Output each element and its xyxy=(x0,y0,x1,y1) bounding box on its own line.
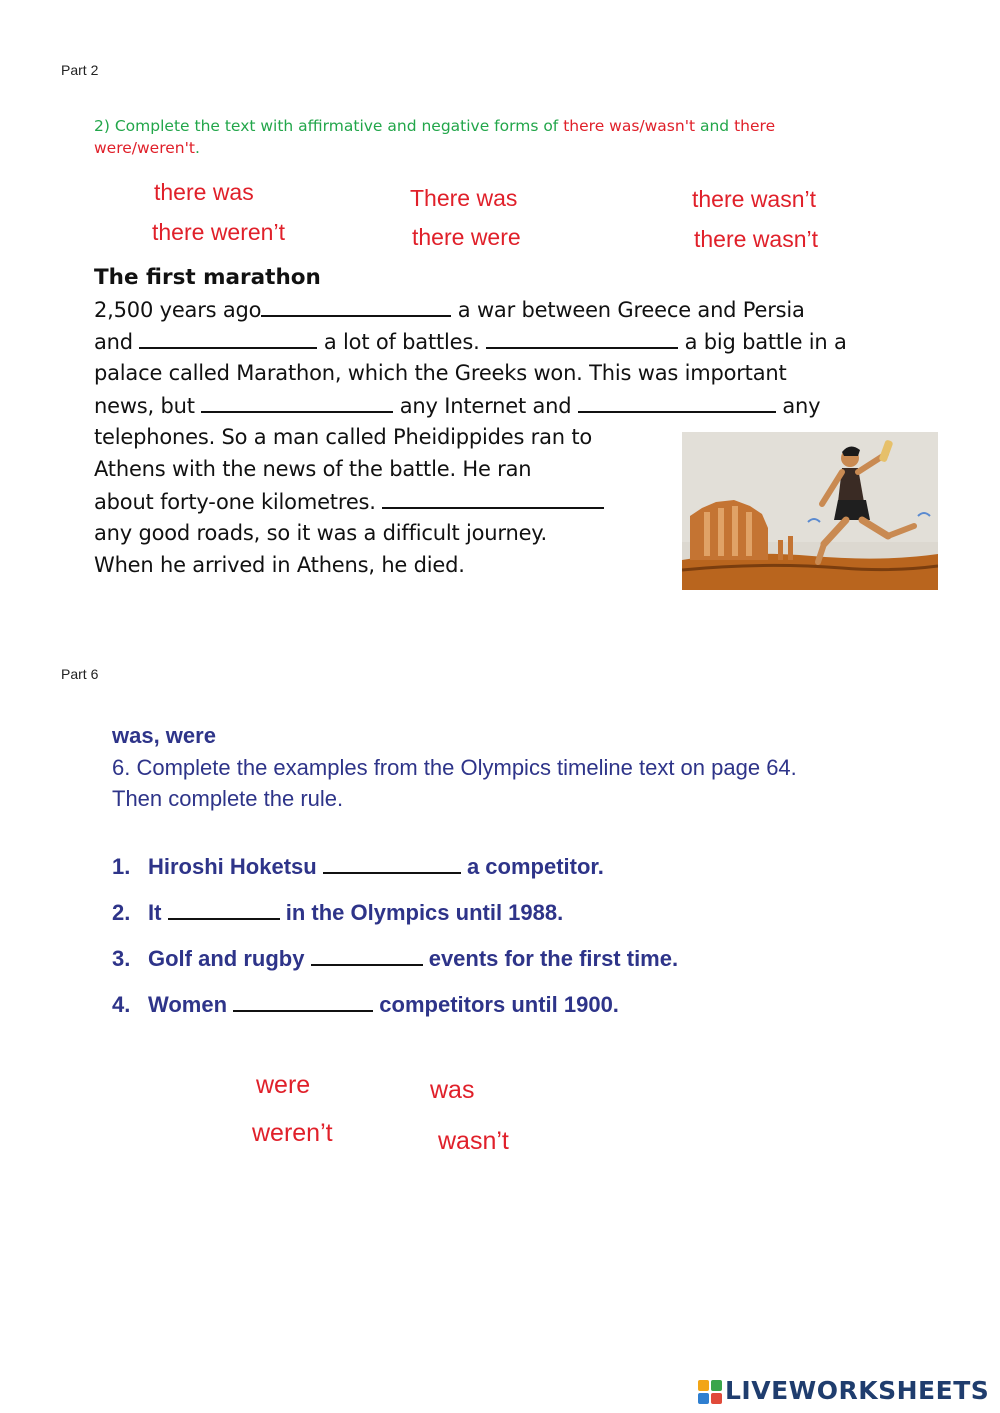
word-chip[interactable]: there wasn’t xyxy=(694,226,819,252)
passage-text: any Internet and xyxy=(399,394,572,418)
part2-instruction xyxy=(94,115,884,159)
passage-text: a war between Greece and Persia xyxy=(457,298,805,322)
answer-blank[interactable] xyxy=(233,990,373,1012)
answer-blank[interactable] xyxy=(486,329,678,349)
question-number: 2. xyxy=(112,900,131,925)
question-item xyxy=(112,852,604,880)
question-text: competitors until 1900. xyxy=(379,992,619,1017)
question-text: Women xyxy=(148,992,228,1017)
answer-blank[interactable] xyxy=(168,898,280,920)
word-chip[interactable]: there was xyxy=(154,179,254,205)
passage-line: When he arrived in Athens, he died. xyxy=(94,553,465,577)
passage-text: about forty-one kilometres. xyxy=(94,490,376,514)
part6-instruction-line1: 6. Complete the examples from the Olympics timeline text on page 64. xyxy=(112,755,797,780)
liveworksheets-logo[interactable] xyxy=(698,1376,989,1405)
instruction-keyword: were/weren't xyxy=(94,139,195,157)
instruction-period: . xyxy=(194,139,200,157)
runner-image xyxy=(682,432,938,590)
passage-line xyxy=(94,329,847,354)
instruction-keyword: there was/wasn't xyxy=(563,117,696,135)
passage-text: a lot of battles. xyxy=(323,330,480,354)
question-item xyxy=(112,990,619,1018)
question-text: events for the first time. xyxy=(428,946,679,971)
answer-blank[interactable] xyxy=(311,944,423,966)
passage-line xyxy=(94,393,820,418)
passage-line: palace called Marathon, which the Greeks won. This was important xyxy=(94,361,787,385)
passage-text: and xyxy=(94,330,133,354)
answer-blank[interactable] xyxy=(139,329,317,349)
passage-line: telephones. So a man called Pheidippides ran to xyxy=(94,425,593,449)
passage-text: news, but xyxy=(94,394,195,418)
instruction-number: 2) xyxy=(94,117,110,135)
question-number: 1. xyxy=(112,854,131,879)
question-number: 3. xyxy=(112,946,131,971)
passage-text: a big battle in a xyxy=(684,330,847,354)
part2-label: Part 2 xyxy=(61,62,99,78)
passage-text: any xyxy=(782,394,821,418)
word-chip[interactable]: There was xyxy=(410,185,518,211)
question-text: a competitor. xyxy=(466,854,604,879)
question-text: Golf and rugby xyxy=(148,946,305,971)
passage-line xyxy=(94,297,805,322)
word-chip[interactable]: were xyxy=(256,1071,311,1099)
answer-blank[interactable] xyxy=(323,852,461,874)
answer-blank[interactable] xyxy=(382,489,604,509)
instruction-keyword: there xyxy=(734,117,776,135)
passage-line xyxy=(94,489,604,514)
answer-blank[interactable] xyxy=(261,297,451,317)
part6-heading: was, were xyxy=(112,723,216,748)
passage-line: any good roads, so it was a difficult journey. xyxy=(94,521,548,545)
passage-title: The first marathon xyxy=(94,265,321,290)
word-chip[interactable]: weren’t xyxy=(252,1119,333,1147)
question-text: in the Olympics until 1988. xyxy=(285,900,564,925)
word-chip[interactable]: was xyxy=(430,1076,475,1104)
word-chip[interactable]: there wasn’t xyxy=(692,186,817,212)
question-text: Hiroshi Hoketsu xyxy=(148,854,317,879)
liveworksheets-grid-icon xyxy=(698,1380,722,1404)
question-item xyxy=(112,898,563,926)
logo-text: LIVEWORKSHEETS xyxy=(725,1376,990,1405)
answer-blank[interactable] xyxy=(201,393,393,413)
word-chip[interactable]: wasn’t xyxy=(438,1127,509,1155)
answer-blank[interactable] xyxy=(578,393,776,413)
question-text: It xyxy=(148,900,162,925)
part6-label: Part 6 xyxy=(61,666,99,682)
part6-instruction-line2: Then complete the rule. xyxy=(112,786,344,811)
passage-line: Athens with the news of the battle. He ran xyxy=(94,457,532,481)
passage-text: 2,500 years ago xyxy=(94,298,262,322)
word-chip[interactable]: there were xyxy=(412,224,521,250)
word-chip[interactable]: there weren’t xyxy=(152,219,285,245)
question-number: 4. xyxy=(112,992,131,1017)
runner-illustration xyxy=(682,432,938,590)
instruction-text: Complete the text with affirmative and negative forms of xyxy=(114,117,559,135)
instruction-text: and xyxy=(699,117,730,135)
question-item xyxy=(112,944,678,972)
